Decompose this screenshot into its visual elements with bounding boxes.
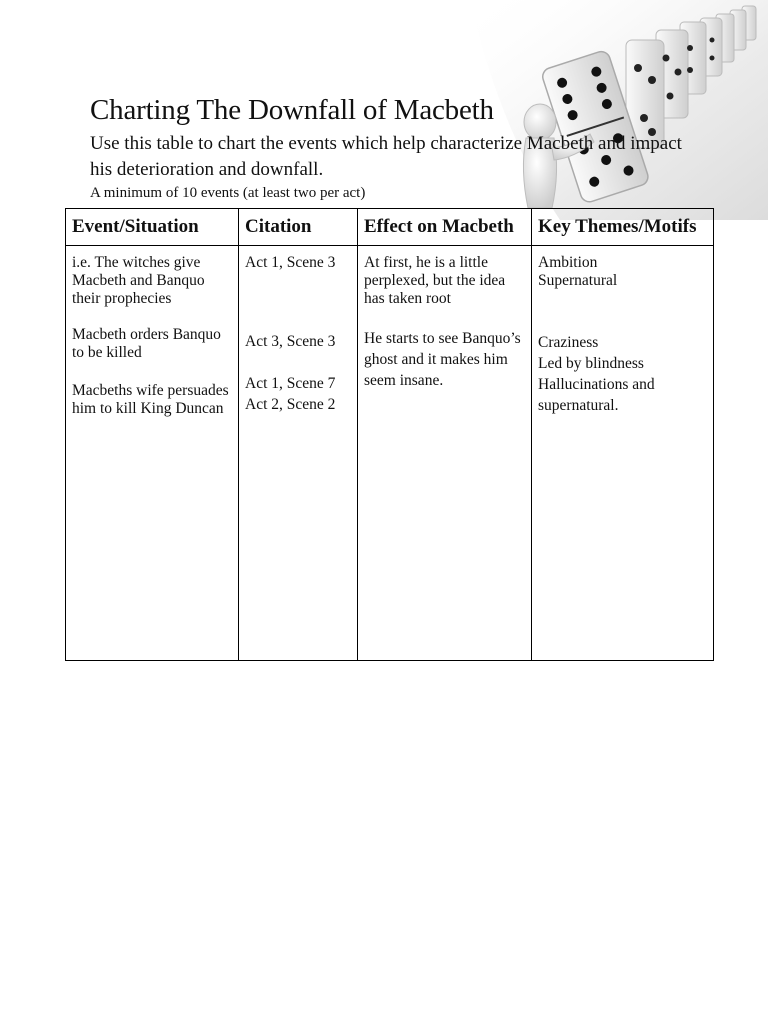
downfall-chart-table: [65, 208, 714, 661]
event-situation-cell[interactable]: [66, 246, 239, 661]
key-themes-motifs-cell[interactable]: [532, 246, 714, 661]
effect-on-macbeth-cell[interactable]: [358, 246, 532, 661]
header-event-situation: Event/Situation: [66, 209, 239, 246]
table-row: [66, 246, 714, 661]
table-header-row: [66, 209, 714, 246]
theme-entry: Supernatural: [538, 272, 618, 289]
header-effect-on-macbeth: Effect on Macbeth: [358, 209, 532, 246]
citation-entry: Act 1, Scene 3: [245, 254, 336, 271]
citation-entry: Act 2, Scene 2: [245, 396, 336, 413]
theme-entry: Hallucinations and supernatural.: [538, 376, 655, 414]
effect-entry: At first, he is a little perplexed, but the idea has taken root: [364, 254, 506, 307]
page-title: Charting The Downfall of Macbeth: [90, 94, 494, 126]
theme-entry: Ambition: [538, 254, 598, 271]
event-entry: Macbeth orders Banquo to be killed: [72, 326, 221, 361]
header-key-themes-motifs: Key Themes/Motifs: [532, 209, 714, 246]
theme-entry: Led by blindness: [538, 355, 644, 372]
event-entry: i.e. The witches give Macbeth and Banquo their prophecies: [72, 254, 205, 307]
event-entry: Macbeths wife persuades him to kill King Duncan: [72, 382, 229, 417]
header-citation: Citation: [239, 209, 358, 246]
citation-entry: Act 1, Scene 7: [245, 375, 336, 392]
minimum-events-note: A minimum of 10 events (at least two per act): [90, 185, 366, 201]
instructions-text: Use this table to chart the events which help characterize Macbeth and impact his deterioration and downfall.: [90, 133, 682, 180]
theme-entry: Craziness: [538, 334, 599, 351]
citation-cell[interactable]: [239, 246, 358, 661]
effect-entry: He starts to see Banquo’s ghost and it makes him seem insane.: [364, 330, 521, 389]
citation-entry: Act 3, Scene 3: [245, 333, 336, 350]
